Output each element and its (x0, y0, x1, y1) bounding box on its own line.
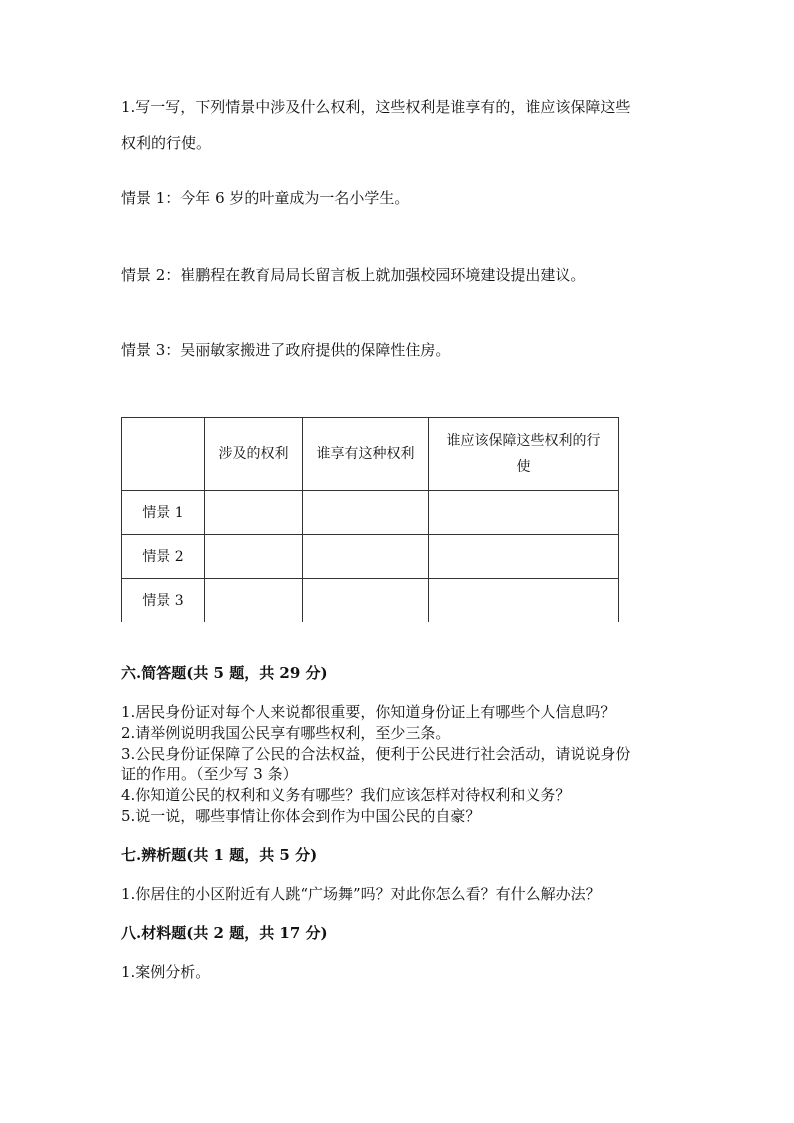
section-7-title: 七.辨析题(共 1 题，共 5 分) (121, 846, 318, 864)
answer-cell[interactable] (303, 579, 429, 623)
table-row (122, 535, 619, 579)
table-row-label: 情景 1 (122, 491, 205, 535)
table-header-holder: 谁享有这种权利 (303, 418, 429, 491)
table-row (122, 491, 619, 535)
section-6-item: 4.你知道公民的权利和义务有哪些？我们应该怎样对待权利和义务？ (121, 786, 571, 804)
answer-cell[interactable] (303, 535, 429, 579)
section-8-item: 1.案例分析。 (121, 963, 211, 981)
answer-cell[interactable] (303, 491, 429, 535)
section-6-item: 1.居民身份证对每个人来说都很重要，你知道身份证上有哪些个人信息吗？ (121, 703, 616, 721)
scenario-1: 情景 1：今年 6 岁的叶童成为一名小学生。 (121, 189, 410, 207)
table-header-row (122, 418, 619, 491)
section-6-item: 3.公民身份证保障了公民的合法权益，便利于公民进行社会活动，请说说身份 (121, 745, 631, 763)
question-1-text-line-1: 1.写一写，下列情景中涉及什么权利，这些权利是谁享有的，谁应该保障这些 (121, 98, 631, 116)
section-8-title: 八.材料题(共 2 题，共 17 分) (121, 924, 328, 942)
section-6-item: 5.说一说，哪些事情让你体会到作为中国公民的自豪？ (121, 807, 481, 825)
table-header-rights: 涉及的权利 (205, 418, 303, 491)
answer-cell[interactable] (205, 491, 303, 535)
question-1-text-line-2: 权利的行使。 (121, 134, 212, 152)
section-7-item: 1.你居住的小区附近有人跳“广场舞”吗？对此你怎么看？有什么解办法？ (121, 885, 601, 903)
scenario-3: 情景 3：吴丽敏家搬进了政府提供的保障性住房。 (121, 341, 451, 359)
section-6-title: 六.简答题(共 5 题，共 29 分) (121, 664, 328, 682)
answer-cell[interactable] (205, 535, 303, 579)
section-6-item: 2.请举例说明我国公民享有哪些权利，至少三条。 (121, 724, 451, 742)
answer-table (121, 417, 619, 622)
answer-cell[interactable] (429, 491, 619, 535)
table-header-guarantor: 谁应该保障这些权利的行使 (429, 418, 619, 491)
section-6-item: 证的作用。（至少写 3 条） (121, 765, 298, 783)
table-header-corner (122, 418, 205, 491)
table-row (122, 579, 619, 623)
answer-cell[interactable] (429, 579, 619, 623)
table-row-label: 情景 2 (122, 535, 205, 579)
table-row-label: 情景 3 (122, 579, 205, 623)
answer-cell[interactable] (205, 579, 303, 623)
scenario-2: 情景 2：崔鹏程在教育局局长留言板上就加强校园环境建设提出建议。 (121, 266, 586, 284)
answer-cell[interactable] (429, 535, 619, 579)
